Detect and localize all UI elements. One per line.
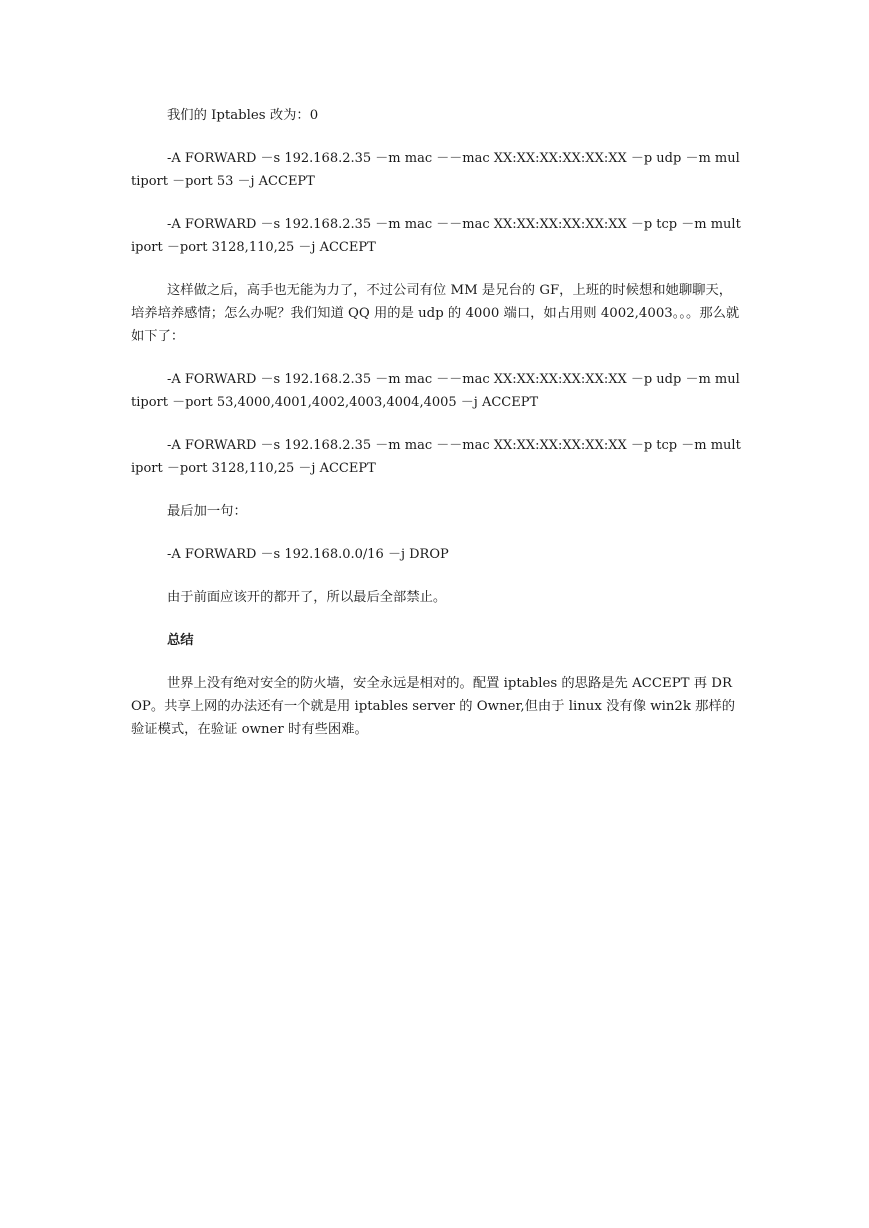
- document-page: [131, 104, 741, 761]
- paragraph-drop-explanation: 由于前面应该开的都开了，所以最后全部禁止。: [167, 590, 447, 605]
- paragraph-qq-explanation: 这样做之后，高手也无能为力了，不过公司有位 MM 是兄台的 GF，上班的时候想和她聊聊天，培养培养感情；怎么办呢？我们知道 QQ 用的是 udp 的 4000 端口，如占用则 4002,4003。。。那么就如下了：: [131, 283, 740, 344]
- rule-forward-udp-53: -A FORWARD －s 192.168.2.35 －m mac －－mac XX:XX:XX:XX:XX:XX －p udp －m multiport －port 53 －j ACCEPT: [131, 151, 740, 189]
- summary-paragraph: 世界上没有绝对安全的防火墙，安全永远是相对的。配置 iptables 的思路是先 ACCEPT 再 DROP。共享上网的办法还有一个就是用 iptables server 的 Owner,但由于 linux 没有像 win2k 那样的验证模式，在验证 owner 时有些困难。: [131, 676, 736, 737]
- paragraph-iptables-intro: 我们的 Iptables 改为：0: [167, 108, 319, 123]
- paragraph-add-final-rule: 最后加一句：: [167, 504, 247, 519]
- rule-forward-udp-qq-ports: -A FORWARD －s 192.168.2.35 －m mac －－mac XX:XX:XX:XX:XX:XX －p udp －m multiport －port 53,4000,4001,4002,4003,4004,4005 －j ACCEPT: [131, 372, 740, 410]
- rule-forward-drop-all: -A FORWARD －s 192.168.0.0/16 －j DROP: [167, 547, 449, 562]
- rule-forward-tcp-3128: -A FORWARD －s 192.168.2.35 －m mac －－mac XX:XX:XX:XX:XX:XX －p tcp －m multiport －port 3128,110,25 －j ACCEPT: [131, 217, 741, 255]
- summary-heading: 总结: [167, 633, 194, 648]
- rule-forward-tcp-3128-repeat: -A FORWARD －s 192.168.2.35 －m mac －－mac XX:XX:XX:XX:XX:XX －p tcp －m multiport －port 3128,110,25 －j ACCEPT: [131, 438, 741, 476]
